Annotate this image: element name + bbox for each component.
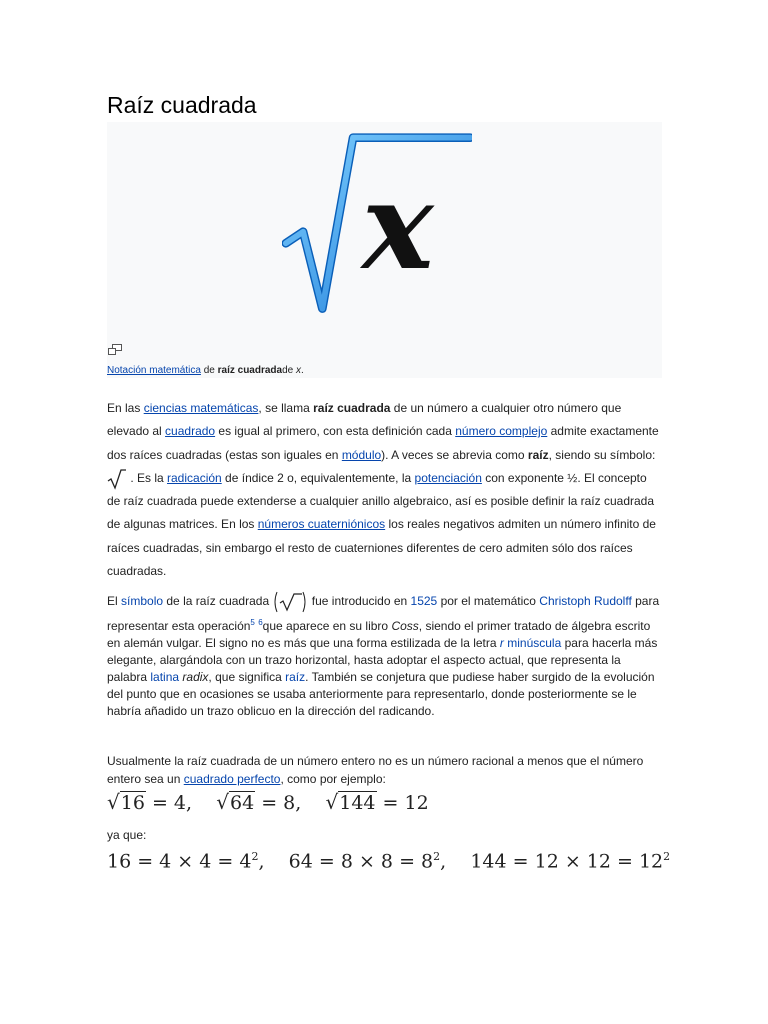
reference-6[interactable]: 6 (258, 618, 263, 627)
link-cuadrado[interactable]: cuadrado (165, 424, 216, 439)
link-radicacion[interactable]: radicación (167, 470, 222, 485)
link-cuadrado-perfecto[interactable]: cuadrado perfecto (183, 772, 281, 786)
link-latina[interactable]: latina (150, 670, 180, 684)
link-ciencias[interactable]: ciencias matemáticas (143, 401, 259, 415)
figure (107, 122, 662, 378)
link-cuaternionicos[interactable]: números cuaterniónicos (257, 517, 386, 532)
sqrt-symbol-icon (107, 468, 127, 490)
link-raiz[interactable]: raíz (285, 670, 306, 684)
paragraph-1: En las ciencias matemáticas, se llama raíz cuadrada de un número a cualquier otro número que elevado al cuadrado es igual al primero, con esta definición cada número complejo admite exactamente dos raíces cuadradas (estas son iguales en módulo). A veces se abrevia como raíz, siendo su símbolo: . Es la radicación de índice 2 o, equivalentemente, la potenciación con exponente ½. El concepto de raíz cuadrada puede extenderse a cualquier anillo algebraico, así es posible definir la raíz cuadrada de algunas matrices. En los números cuaterniónicos los reales negativos admiten un número infinito de raíces cuadradas, sin embargo el resto de cuaterniones diferentes de cero admiten sólo dos raíces cuadradas. (107, 401, 659, 579)
enlarge-icon[interactable] (108, 344, 122, 355)
paragraph-3: Usualmente la raíz cuadrada de un número entero no es un número racional a menos que el número entero sea un cuadrado perfecto, como por ejemplo: (107, 754, 644, 786)
reference-5[interactable]: 5 (250, 618, 255, 627)
page-title: Raíz cuadrada (107, 92, 662, 124)
math-roots: √16 = 4, √64 = 8, √144 = 12 (107, 790, 429, 814)
paren-sqrt-symbol-icon (272, 590, 308, 614)
link-simbolo[interactable]: símbolo (121, 594, 164, 609)
link-modulo[interactable]: módulo (341, 447, 382, 462)
figure-caption: Notación matemática de raíz cuadradade x. (107, 365, 304, 376)
link-r[interactable]: r (499, 636, 504, 650)
sqrt-x-image[interactable] (282, 130, 472, 330)
link-potenciacion[interactable]: potenciación (414, 470, 482, 485)
math-squares: $16 = 4 \times 4 = 4^2$, $64 = 8 \times 8 = 8^2$, $144 = 12 \times 12 = 12^2$ (107, 850, 671, 873)
ya-que-text: ya que: (107, 828, 147, 842)
link-numero-complejo[interactable]: número complejo (455, 424, 548, 439)
paragraph-2: El símbolo de la raíz cuadrada fue introducido en 1525 por el matemático Christoph Rudolff para representar esta operación$^5$ $^6$que aparece en su libro Coss, siendo el primer tratado de álgebra escrito en alemán vulgar. El signo no es más que una forma estilizada de la letra r minúscula para hacerla más elegante, alargándola con un trazo horizontal, hasta adoptar el aspecto actual, que representa la palabra latina radix, que significa raíz. También se conjetura que pudiese haber surgido de la evolución del punto que en ocasiones se usaba anteriormente para representarlo, donde posteriormente se le habría añadido un trazo oblicuo en la dirección del radicando. (107, 590, 662, 720)
link-1525[interactable]: 1525 (410, 594, 438, 609)
caption-link[interactable]: Notación matemática (107, 365, 201, 376)
link-minuscula[interactable]: minúscula (507, 636, 562, 650)
svg-text:x: x (362, 156, 434, 297)
link-christoph-rudolff[interactable]: Christoph Rudolff (539, 594, 632, 609)
